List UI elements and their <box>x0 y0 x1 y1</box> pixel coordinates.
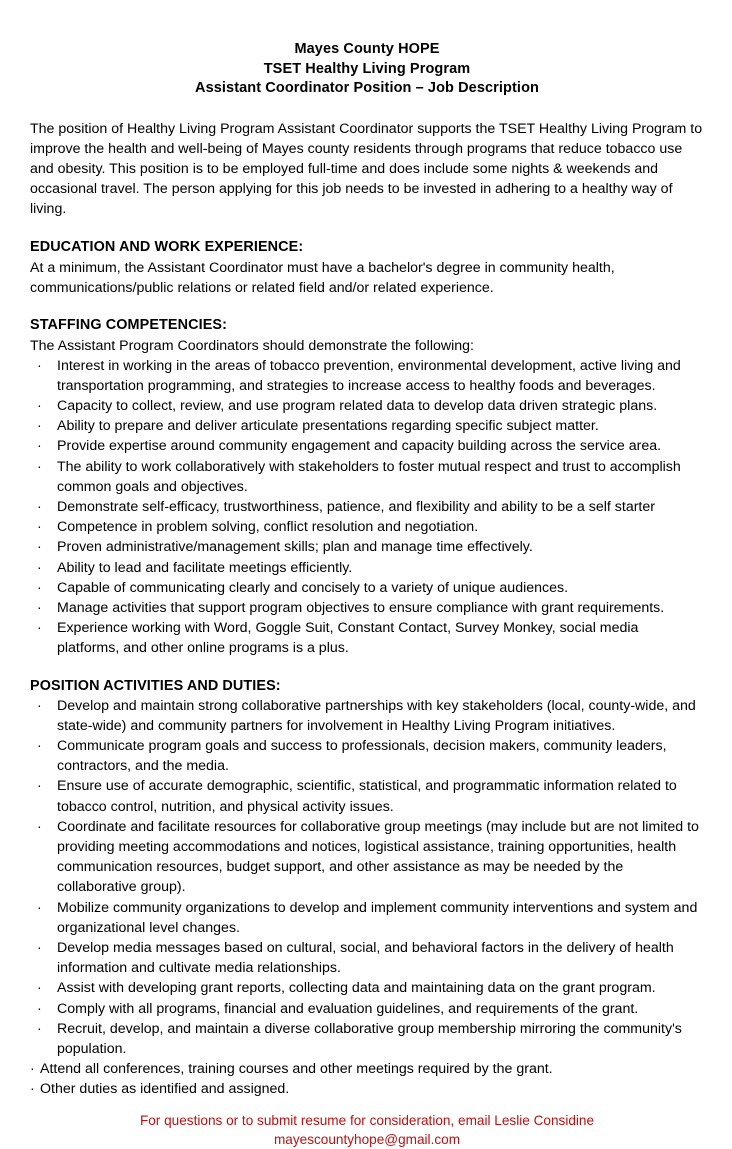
list-item-text: Comply with all programs, financial and evaluation guidelines, and requirements of the grant. <box>57 1000 639 1017</box>
list-item-text: Communicate program goals and success to professionals, decision makers, community leaders, contractors, and the media. <box>57 737 667 775</box>
list-item-text: Assist with developing grant reports, collecting data and maintaining data on the grant program. <box>57 980 656 997</box>
list-item <box>30 356 704 396</box>
bullet-icon: · <box>37 620 42 637</box>
bullet-icon: · <box>37 539 42 556</box>
education-body: At a minimum, the Assistant Coordinator must have a bachelor's degree in community health, communications/public relations or related field and/or related experience. <box>30 259 615 296</box>
bullet-icon: · <box>37 697 42 714</box>
bullet-icon: · <box>30 1081 35 1098</box>
list-item <box>30 978 704 998</box>
list-item-text: Attend all conferences, training courses and other meetings required by the grant. <box>40 1061 553 1078</box>
bullet-icon: · <box>37 1020 42 1037</box>
title-line-program: TSET Healthy Living Program <box>263 60 471 77</box>
list-item <box>30 736 704 776</box>
bullet-icon: · <box>37 357 42 374</box>
duties-list <box>30 696 704 1060</box>
list-item <box>30 517 704 537</box>
list-item <box>30 558 704 578</box>
contact-email[interactable]: mayescountyhope@gmail.com <box>273 1132 461 1148</box>
duties-heading: POSITION ACTIVITIES AND DUTIES: <box>30 677 281 694</box>
list-item <box>30 537 704 557</box>
list-item-text: Manage activities that support program objectives to ensure compliance with grant requirements. <box>57 599 665 616</box>
list-item <box>30 1059 704 1079</box>
list-item-text: Interest in working in the areas of tobacco prevention, environmental development, active living and transportation programming, and strategies to increase access to healthy foods and beverages. <box>57 357 681 394</box>
list-item-text: Ability to prepare and deliver articulate presentations regarding specific subject matter. <box>57 418 599 435</box>
duties-section <box>30 677 704 1100</box>
bullet-icon: · <box>37 599 42 616</box>
competencies-lede: The Assistant Program Coordinators should demonstrate the following: <box>30 337 474 354</box>
list-item <box>30 696 704 736</box>
list-item-text: Capable of communicating clearly and concisely to a variety of unique audiences. <box>57 579 569 596</box>
bullet-icon: · <box>37 778 42 795</box>
list-item <box>30 598 704 618</box>
list-item <box>30 396 704 416</box>
bullet-icon: · <box>37 559 42 576</box>
duties-list-flush <box>30 1059 704 1099</box>
document-title-block <box>30 40 704 99</box>
list-item-text: Mobilize community organizations to develop and implement community interventions and system and organizational level changes. <box>57 899 698 936</box>
competencies-heading: STAFFING COMPETENCIES: <box>30 316 228 333</box>
bullet-icon: · <box>37 940 42 956</box>
list-item <box>30 938 704 978</box>
list-item-text: Proven administrative/management skills; plan and manage time effectively. <box>57 539 533 556</box>
education-heading: EDUCATION AND WORK EXPERIENCE: <box>30 238 304 255</box>
contact-footer <box>30 1111 704 1149</box>
competencies-list <box>30 356 704 659</box>
list-item <box>30 1019 704 1059</box>
bullet-icon: · <box>37 980 42 997</box>
list-item-text: Provide expertise around community engagement and capacity building across the service area. <box>57 438 662 455</box>
list-item-text: Other duties as identified and assigned. <box>40 1081 290 1098</box>
list-item-text: Capacity to collect, review, and use program related data to develop data driven strategic plans. <box>57 397 658 414</box>
intro-paragraph: The position of Healthy Living Program Assistant Coordinator supports the TSET Healthy Living Program to improve the health and well-being of Mayes county residents through programs that reduce tobacco use and obesity. This position is to be employed full-time and does include some nights & weekends and occasional travel. The person applying for this job needs to be invested in adhering to a healthy way of living. <box>30 120 703 218</box>
list-item <box>30 618 704 658</box>
title-line-position: Assistant Coordinator Position – Job Description <box>195 80 539 96</box>
list-item <box>30 416 704 436</box>
list-item <box>30 578 704 598</box>
bullet-icon: · <box>37 1000 42 1017</box>
bullet-icon: · <box>37 397 42 414</box>
list-item <box>30 776 704 816</box>
list-item-text: The ability to work collaboratively with stakeholders to foster mutual respect and trust to accomplish common goals and objectives. <box>57 458 681 495</box>
bullet-icon: · <box>37 458 42 475</box>
list-item-text: Ensure use of accurate demographic, scientific, statistical, and programmatic information related to tobacco control, nutrition, and physical activity issues. <box>57 778 677 815</box>
bullet-icon: · <box>37 899 42 916</box>
list-item-text: Experience working with Word, Goggle Suit, Constant Contact, Survey Monkey, social media platforms, and other online programs is a plus. <box>57 620 639 657</box>
bullet-icon: · <box>30 1061 35 1078</box>
list-item <box>30 1079 704 1099</box>
bullet-icon: · <box>37 818 42 835</box>
competencies-section <box>30 316 704 659</box>
list-item-text: Ability to lead and facilitate meetings efficiently. <box>57 559 353 576</box>
bullet-icon: · <box>37 418 42 435</box>
list-item <box>30 817 704 898</box>
bullet-icon: · <box>37 579 42 596</box>
title-line-organization: Mayes County HOPE <box>294 41 440 57</box>
education-section <box>30 238 704 298</box>
list-item-text: Competence in problem solving, conflict resolution and negotiation. <box>57 519 479 536</box>
list-item-text: Coordinate and facilitate resources for collaborative group meetings (may include but are not limited to providing meeting accommodations and notices, logistical assistance, training opportunities, health communication resources, budget support, and other assistance as may be needed by the collaborative group). <box>57 818 699 896</box>
bullet-icon: · <box>37 438 42 455</box>
list-item-text: Demonstrate self-efficacy, trustworthiness, patience, and flexibility and ability to be a self starter <box>57 498 655 515</box>
list-item <box>30 999 704 1019</box>
list-item-text: Develop media messages based on cultural, social, and behavioral factors in the delivery of health information and cultivate media relationships. <box>57 940 674 977</box>
list-item <box>30 898 704 938</box>
list-item-text: Develop and maintain strong collaborative partnerships with key stakeholders (local, county-wide, and state-wide) and community partners for involvement in Healthy Living Program initiatives. <box>57 697 696 734</box>
list-item <box>30 497 704 517</box>
bullet-icon: · <box>37 519 42 536</box>
bullet-icon: · <box>37 498 42 515</box>
list-item <box>30 436 704 456</box>
list-item-text: Recruit, develop, and maintain a diverse collaborative group membership mirroring the community's population. <box>57 1020 682 1058</box>
list-item <box>30 457 704 497</box>
contact-instruction: For questions or to submit resume for consideration, email Leslie Considine <box>139 1112 595 1128</box>
bullet-icon: · <box>37 737 42 754</box>
